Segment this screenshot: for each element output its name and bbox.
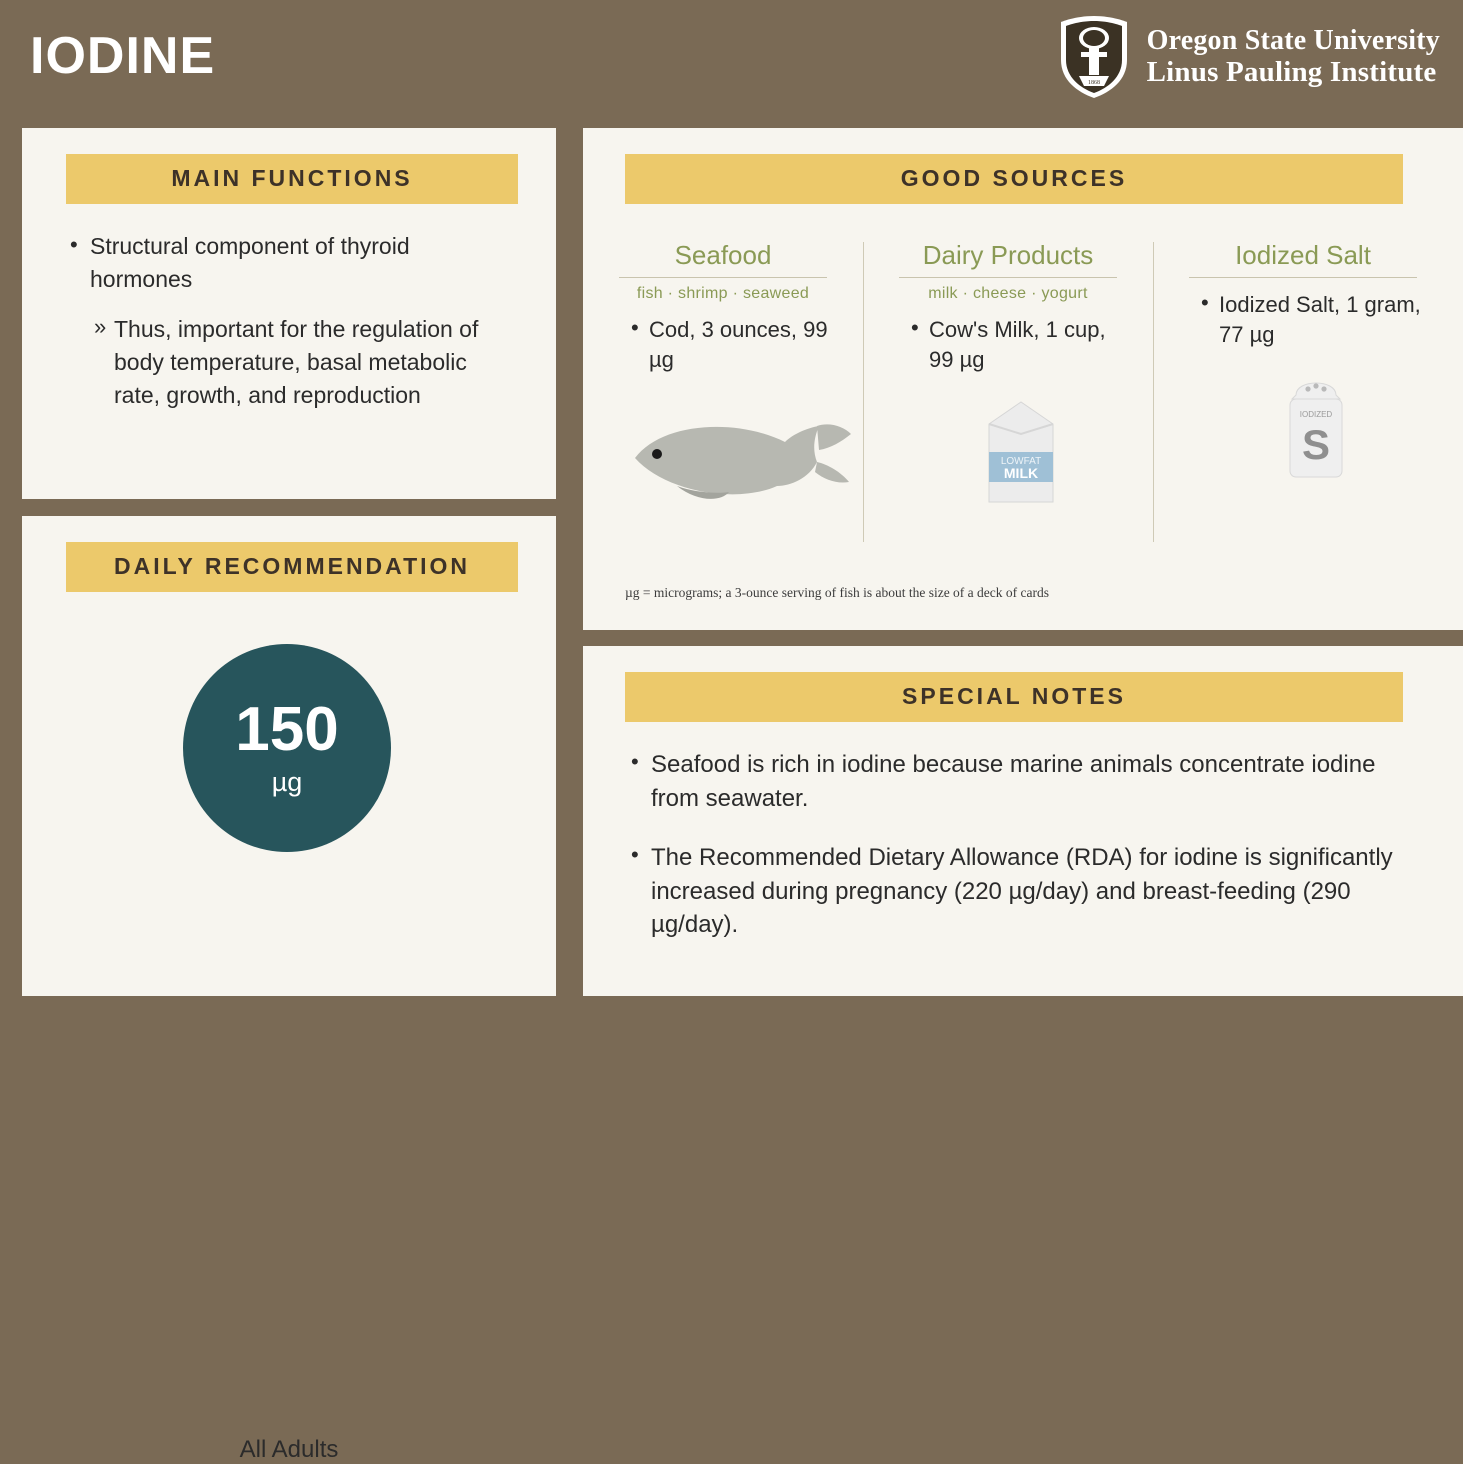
good-source-column-iodized-salt	[1153, 240, 1453, 520]
logo-text	[1147, 25, 1440, 89]
column-subtitle: fish · shrimp · seaweed	[636, 285, 810, 302]
column-title: Dairy Products	[899, 240, 1117, 278]
salt-shaker-icon	[1171, 365, 1435, 495]
list-item: • Seafood is rich in iodine because marine animals concentrate iodine from seawater.	[629, 748, 1393, 815]
daily-recommendation-heading: DAILY RECOMMENDATION	[66, 542, 518, 592]
column-item: • Cow's Milk, 1 cup, 99 µg	[911, 315, 1135, 374]
daily-amount: 150	[235, 694, 339, 764]
good-sources-columns	[583, 240, 1463, 520]
list-item: » Thus, important for the regulation of body temperature, basal metabolic rate, growth, and reproduction	[68, 313, 512, 411]
institution-logo	[1055, 14, 1440, 100]
good-sources-footnote: µg = micrograms; a 3-ounce serving of fish is about the size of a deck of cards	[625, 585, 1050, 600]
header	[0, 0, 1440, 122]
osu-beaver-shield-logo-icon	[1055, 14, 1133, 100]
svg-text:MILK: MILK	[1003, 465, 1039, 482]
special-notes-heading: SPECIAL NOTES	[625, 672, 1403, 722]
good-source-column-seafood	[583, 240, 863, 520]
daily-unit: µg	[271, 766, 303, 797]
good-sources-heading: GOOD SOURCES	[625, 154, 1403, 204]
svg-text:LOWFAT: LOWFAT	[1000, 456, 1042, 468]
column-subtitle: milk · cheese · yogurt	[928, 285, 1088, 302]
column-title: Seafood	[619, 240, 827, 278]
main-functions-heading: MAIN FUNCTIONS	[66, 154, 518, 204]
column-title: Iodized Salt	[1189, 240, 1417, 278]
svg-text:IODIZED: IODIZED	[1299, 410, 1333, 420]
list-item: • Structural component of thyroid hormones	[68, 230, 512, 295]
list-item: • The Recommended Dietary Allowance (RDA) for iodine is significantly increased during pregnancy (220 µg/day) and breast-feeding (290 µg/day).	[629, 841, 1393, 942]
logo-line-1: Oregon State University	[1146, 25, 1440, 57]
daily-recommendation-badge	[183, 644, 391, 852]
column-item: • Iodized Salt, 1 gram, 77 µg	[1201, 290, 1435, 349]
main-functions-panel	[22, 128, 556, 499]
special-notes-list	[629, 748, 1393, 942]
daily-recommendation-caption: All Adults	[239, 1436, 339, 1463]
logo-line-2: Linus Pauling Institute	[1146, 56, 1437, 89]
main-functions-list	[68, 230, 512, 411]
page-title: IODINE	[30, 27, 216, 85]
fish-icon	[601, 390, 845, 520]
column-item: • Cod, 3 ounces, 99 µg	[631, 315, 845, 374]
special-notes-panel	[583, 646, 1463, 996]
good-source-column-dairy	[863, 240, 1153, 520]
milk-carton-icon	[881, 390, 1135, 520]
svg-text:S: S	[1301, 421, 1331, 469]
svg-text:1868: 1868	[1087, 80, 1100, 86]
